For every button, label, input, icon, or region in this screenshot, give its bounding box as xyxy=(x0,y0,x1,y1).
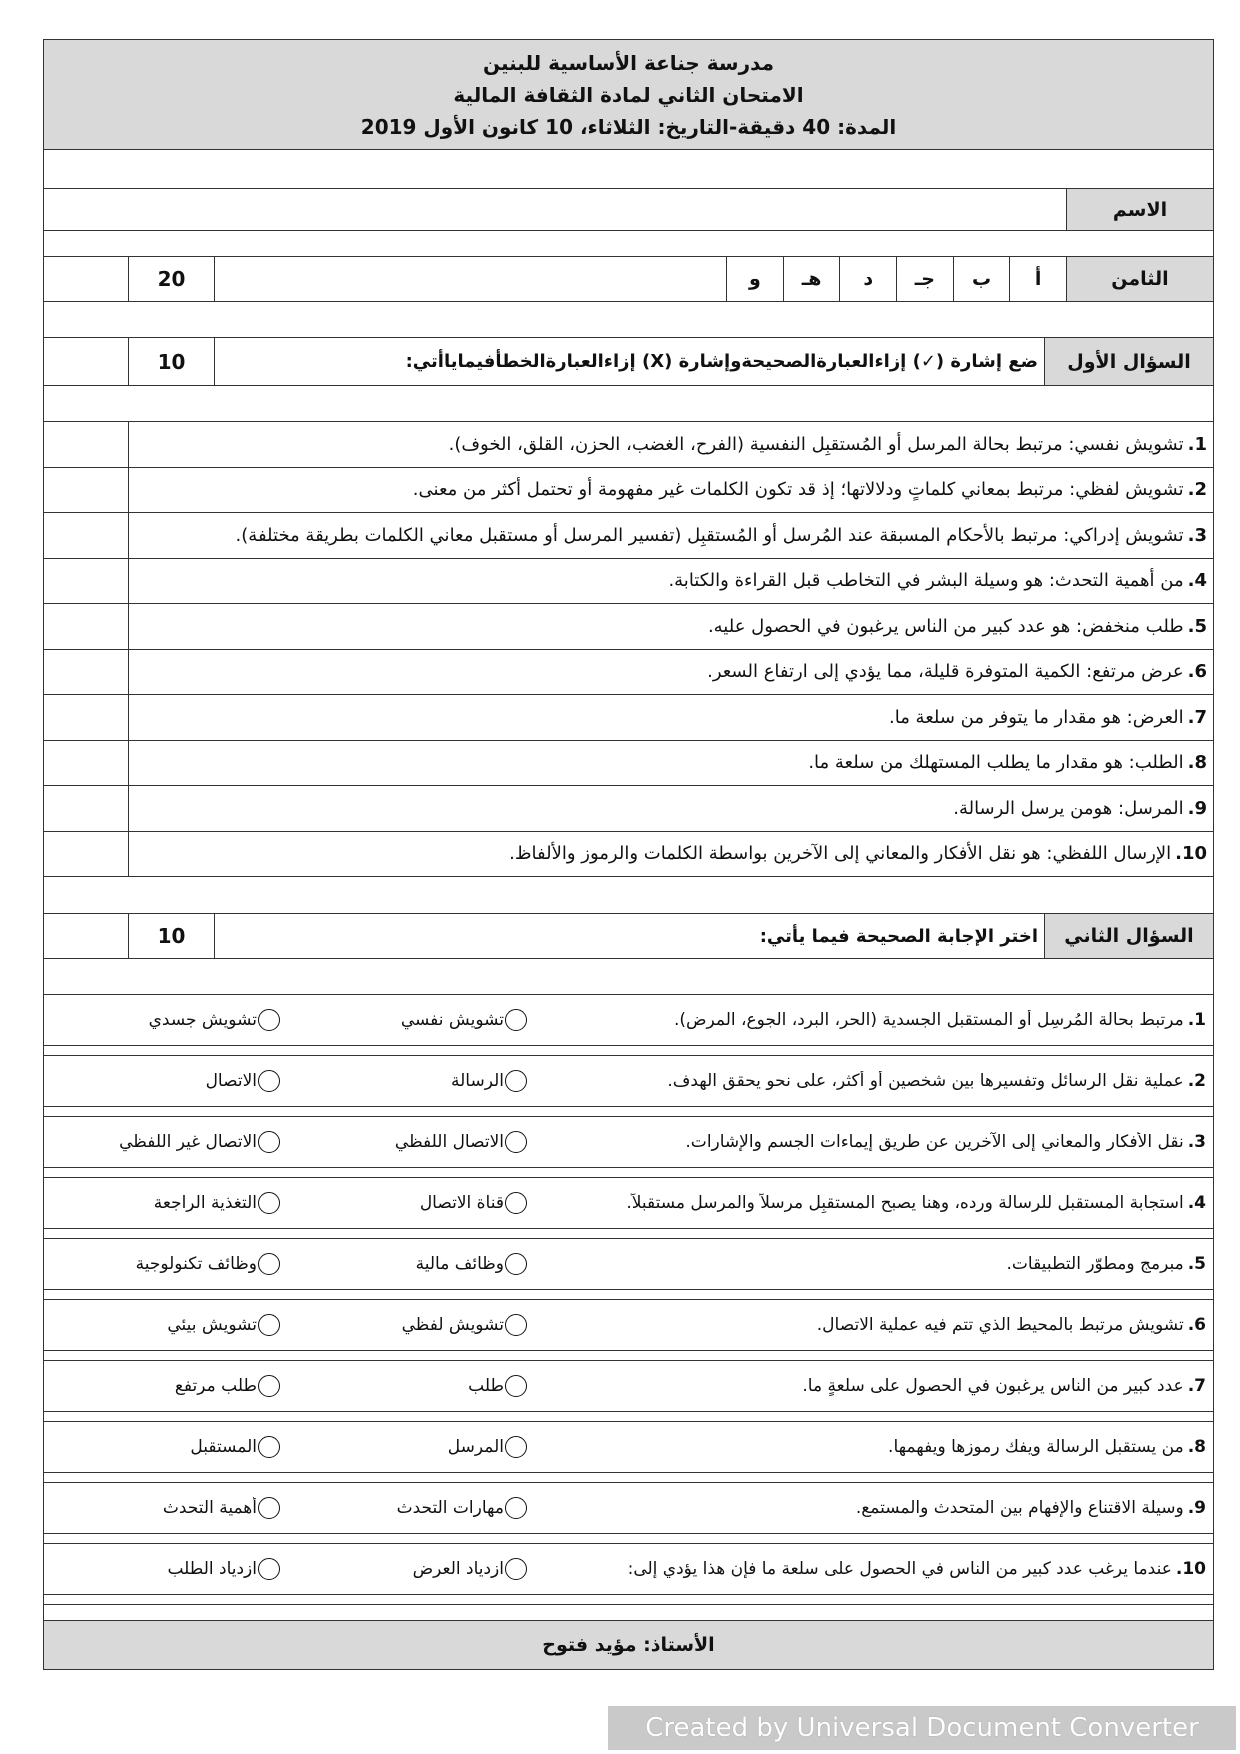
q2-question xyxy=(539,1254,1213,1274)
q2-item-row xyxy=(44,1544,1213,1605)
q1-item-row xyxy=(44,513,1213,559)
q1-item-content xyxy=(128,695,1213,740)
q1-item-row xyxy=(44,468,1213,514)
q1-item-text: الإرسال اللفظي: هو نقل الأفكار والمعاني إلى الآخرين بواسطة الكلمات والرموز والألفاظ. xyxy=(509,843,1172,865)
radio-circle-icon[interactable] xyxy=(258,1558,280,1580)
empty-row xyxy=(44,959,1213,995)
class-label: الثامن xyxy=(1066,257,1213,301)
q2-item-body xyxy=(44,1300,1213,1351)
q1-item-row xyxy=(44,832,1213,878)
q2-item-row xyxy=(44,1300,1213,1361)
q1-item-text: تشويش لفظي: مرتبط بمعاني كلماتٍ ودلالاتها؛ إذ قد تكون الكلمات غير مفهومة أو تحتمل أكثر من معنى. xyxy=(412,479,1184,501)
name-field[interactable] xyxy=(44,189,1066,230)
q1-item-number: 1. xyxy=(1187,433,1207,455)
question2-score: 10 xyxy=(128,914,214,958)
q1-item-content xyxy=(128,786,1213,831)
question2-header xyxy=(44,914,1213,959)
exam-title: الامتحان الثاني لمادة الثقافة المالية xyxy=(453,82,804,107)
radio-circle-icon[interactable] xyxy=(505,1009,527,1031)
q1-answer-box[interactable] xyxy=(44,513,128,558)
q2-item-number: 4. xyxy=(1187,1193,1206,1213)
q2-option-b[interactable] xyxy=(44,1497,289,1519)
q2-option-label: ازدياد الطلب xyxy=(167,1559,257,1579)
name-label: الاسم xyxy=(1066,189,1213,230)
row-spacer xyxy=(44,1473,1213,1482)
empty-row xyxy=(44,877,1213,914)
q1-item-content xyxy=(128,468,1213,513)
q1-answer-box[interactable] xyxy=(44,832,128,877)
q1-answer-box[interactable] xyxy=(44,422,128,467)
radio-circle-icon[interactable] xyxy=(258,1375,280,1397)
row-spacer xyxy=(44,1290,1213,1299)
radio-circle-icon[interactable] xyxy=(258,1070,280,1092)
section-option[interactable]: أ xyxy=(1009,257,1066,301)
radio-circle-icon[interactable] xyxy=(258,1253,280,1275)
q1-item-row xyxy=(44,741,1213,787)
q1-item-number: 4. xyxy=(1187,570,1207,592)
q2-item-text: استجابة المستقبل للرسالة ورده، وهنا يصبح المستقبِل مرسلاً والمرسل مستقبلاً. xyxy=(626,1193,1184,1213)
q1-item-number: 7. xyxy=(1187,706,1207,728)
q1-item-text: الطلب: هو مقدار ما يطلب المستهلك من سلعة ما. xyxy=(808,752,1184,774)
q2-option-label: قناة الاتصال xyxy=(419,1193,504,1213)
q2-option-a[interactable] xyxy=(289,1436,539,1458)
q2-option-label: تشويش لفظي xyxy=(401,1315,504,1335)
q2-option-label: طلب مرتفع xyxy=(174,1376,257,1396)
radio-circle-icon[interactable] xyxy=(505,1497,527,1519)
q2-option-label: الاتصال غير اللفظي xyxy=(119,1132,257,1152)
q2-option-a[interactable] xyxy=(289,1131,539,1153)
radio-circle-icon[interactable] xyxy=(258,1314,280,1336)
school-name: مدرسة جناعة الأساسية للبنين xyxy=(482,50,775,75)
q2-option-b[interactable] xyxy=(44,1253,289,1275)
q2-item-body xyxy=(44,1239,1213,1290)
radio-circle-icon[interactable] xyxy=(505,1375,527,1397)
q1-item-text: من أهمية التحدث: هو وسيلة البشر في التخاطب قبل القراءة والكتابة. xyxy=(668,570,1184,592)
q2-item-text: نقل الأفكار والمعاني إلى الآخرين عن طريق إيماءات الجسم والإشارات. xyxy=(685,1132,1184,1152)
radio-circle-icon[interactable] xyxy=(505,1253,527,1275)
q2-question xyxy=(539,1315,1213,1335)
q1-answer-box[interactable] xyxy=(44,604,128,649)
q1-item-content xyxy=(128,832,1213,877)
q2-option-b[interactable] xyxy=(44,1009,289,1031)
radio-circle-icon[interactable] xyxy=(258,1192,280,1214)
q2-item-number: 10. xyxy=(1175,1559,1206,1579)
q1-item-number: 3. xyxy=(1187,524,1207,546)
row-spacer xyxy=(44,1107,1213,1116)
q1-item-number: 8. xyxy=(1187,752,1207,774)
q2-item-text: عملية نقل الرسائل وتفسيرها بين شخصين أو أكثر، على نحو يحقق الهدف. xyxy=(667,1071,1184,1091)
q1-item-row xyxy=(44,604,1213,650)
q2-option-b[interactable] xyxy=(44,1192,289,1214)
row-spacer xyxy=(44,1351,1213,1360)
q1-item-number: 2. xyxy=(1187,479,1207,501)
q1-answer-box[interactable] xyxy=(44,559,128,604)
q2-option-label: مهارات التحدث xyxy=(396,1498,504,1518)
q2-item-text: عندما يرغب عدد كبير من الناس في الحصول على سلعة ما فإن هذا يؤدي إلى: xyxy=(627,1559,1172,1579)
q2-item-text: مبرمج ومطوّر التطبيقات. xyxy=(1006,1254,1184,1274)
q2-option-label: ازدياد العرض xyxy=(412,1559,504,1579)
q2-item-number: 8. xyxy=(1187,1437,1206,1457)
q2-option-label: المستقبل xyxy=(190,1437,257,1457)
q2-item-body xyxy=(44,995,1213,1046)
q1-answer-box[interactable] xyxy=(44,741,128,786)
blank-cell xyxy=(214,257,726,301)
exam-header xyxy=(44,40,1213,150)
q2-item-text: تشويش مرتبط بالمحيط الذي تتم فيه عملية الاتصال. xyxy=(816,1315,1184,1335)
q2-question xyxy=(539,1559,1213,1579)
empty-row xyxy=(44,302,1213,338)
radio-circle-icon[interactable] xyxy=(258,1436,280,1458)
radio-circle-icon[interactable] xyxy=(505,1192,527,1214)
q2-option-b[interactable] xyxy=(44,1314,289,1336)
row-spacer xyxy=(44,1412,1213,1421)
q2-item-body xyxy=(44,1178,1213,1229)
q2-option-label: وظائف مالية xyxy=(415,1254,504,1274)
q1-item-content xyxy=(128,559,1213,604)
row-spacer xyxy=(44,1534,1213,1543)
q2-option-b[interactable] xyxy=(44,1558,289,1580)
q2-item-text: مرتبط بحالة المُرسِل أو المستقبل الجسدية (الحر، البرد، الجوع، المرض). xyxy=(673,1010,1184,1030)
section-option[interactable]: هـ xyxy=(783,257,840,301)
q1-item-content xyxy=(128,513,1213,558)
q2-item-number: 9. xyxy=(1187,1498,1206,1518)
radio-circle-icon[interactable] xyxy=(505,1070,527,1092)
q2-question xyxy=(539,1132,1213,1152)
total-score-box[interactable] xyxy=(44,257,128,301)
q2-option-label: وظائف تكنولوجية xyxy=(135,1254,257,1274)
q2-item-row xyxy=(44,1239,1213,1300)
q2-item-number: 5. xyxy=(1187,1254,1206,1274)
q1-item-text: عرض مرتفع: الكمية المتوفرة قليلة، مما يؤدي إلى ارتفاع السعر. xyxy=(707,661,1184,683)
q1-item-text: تشويش نفسي: مرتبط بحالة المرسل أو المُستقبِل النفسية (الفرح، الغضب، الحزن، القلق، الخوف). xyxy=(448,433,1184,455)
q2-question xyxy=(539,1376,1213,1396)
q2-option-a[interactable] xyxy=(289,1192,539,1214)
exam-sheet xyxy=(43,39,1214,1670)
radio-circle-icon[interactable] xyxy=(258,1131,280,1153)
q2-option-label: الاتصال xyxy=(205,1071,257,1091)
q1-item-number: 6. xyxy=(1187,661,1207,683)
q2-option-label: التغذية الراجعة xyxy=(153,1193,257,1213)
q2-item-text: وسيلة الاقتناع والإفهام بين المتحدث والمستمع. xyxy=(855,1498,1184,1518)
q2-item-body xyxy=(44,1422,1213,1473)
q2-item-number: 2. xyxy=(1187,1071,1206,1091)
radio-circle-icon[interactable] xyxy=(505,1314,527,1336)
radio-circle-icon[interactable] xyxy=(258,1497,280,1519)
question1-label: السؤال الأول xyxy=(1044,338,1213,385)
section-option[interactable]: د xyxy=(839,257,896,301)
total-score: 20 xyxy=(128,257,214,301)
q1-item-row xyxy=(44,695,1213,741)
q2-option-label: تشويش جسدي xyxy=(148,1010,257,1030)
section-option[interactable]: و xyxy=(726,257,783,301)
q1-item-number: 5. xyxy=(1187,615,1207,637)
q2-item-row xyxy=(44,1117,1213,1178)
question2-instruction: اختر الإجابة الصحيحة فيما يأتي: xyxy=(214,914,1044,958)
q1-item-content xyxy=(128,650,1213,695)
q2-item-number: 3. xyxy=(1187,1132,1206,1152)
q2-question xyxy=(539,1010,1213,1030)
section-option[interactable]: ب xyxy=(953,257,1010,301)
q2-item-row xyxy=(44,1178,1213,1239)
q2-question xyxy=(539,1437,1213,1457)
q2-option-a[interactable] xyxy=(289,1375,539,1397)
section-option[interactable]: جـ xyxy=(896,257,953,301)
class-row xyxy=(44,257,1213,302)
question1-header xyxy=(44,338,1213,386)
q2-item-number: 6. xyxy=(1187,1315,1206,1335)
q2-item-row xyxy=(44,1056,1213,1117)
q1-item-row xyxy=(44,559,1213,605)
q1-answer-box[interactable] xyxy=(44,468,128,513)
q2-question xyxy=(539,1498,1213,1518)
question1-score-box[interactable] xyxy=(44,338,128,385)
q2-item-row xyxy=(44,995,1213,1056)
q2-item-body xyxy=(44,1117,1213,1168)
q2-option-label: الاتصال اللفظي xyxy=(394,1132,504,1152)
q2-option-a[interactable] xyxy=(289,1009,539,1031)
name-row xyxy=(44,189,1213,231)
q1-item-row xyxy=(44,422,1213,468)
q1-item-number: 10. xyxy=(1175,843,1207,865)
q2-item-number: 7. xyxy=(1187,1376,1206,1396)
q1-item-row xyxy=(44,650,1213,696)
q2-option-a[interactable] xyxy=(289,1070,539,1092)
q2-option-b[interactable] xyxy=(44,1070,289,1092)
question1-score: 10 xyxy=(128,338,214,385)
q1-item-row xyxy=(44,786,1213,832)
q2-option-label: طلب xyxy=(468,1376,504,1396)
q1-item-text: طلب منخفض: هو عدد كبير من الناس يرغبون في الحصول عليه. xyxy=(707,615,1184,637)
radio-circle-icon[interactable] xyxy=(258,1009,280,1031)
question2-label: السؤال الثاني xyxy=(1044,914,1213,958)
q2-item-body xyxy=(44,1483,1213,1534)
q2-item-text: من يستقبل الرسالة ويفك رموزها ويفهمها. xyxy=(888,1437,1184,1457)
question1-instruction: ضع إشارة (✓) إزاءالعبارةالصحيحةوإشارة (X) إزاءالعبارةالخطأفيماياأتي: xyxy=(214,338,1044,385)
empty-row xyxy=(44,231,1213,257)
q2-option-label: تشويش نفسي xyxy=(400,1010,504,1030)
q1-item-content xyxy=(128,741,1213,786)
q1-item-content xyxy=(128,422,1213,467)
question2-score-box[interactable] xyxy=(44,914,128,958)
q2-item-row xyxy=(44,1361,1213,1422)
q2-item-body xyxy=(44,1544,1213,1595)
radio-circle-icon[interactable] xyxy=(505,1436,527,1458)
row-spacer xyxy=(44,1595,1213,1604)
empty-row xyxy=(44,386,1213,422)
q2-option-a[interactable] xyxy=(289,1253,539,1275)
q1-answer-box[interactable] xyxy=(44,786,128,831)
empty-row xyxy=(44,1605,1213,1621)
q2-option-label: أهمية التحدث xyxy=(162,1498,257,1518)
q1-item-text: المرسل: هومن يرسل الرسالة. xyxy=(953,797,1184,819)
q1-answer-box[interactable] xyxy=(44,695,128,740)
teacher-name: الأستاذ: مؤيد فتوح xyxy=(542,1634,715,1656)
q1-item-number: 9. xyxy=(1187,797,1207,819)
q2-option-b[interactable] xyxy=(44,1375,289,1397)
q1-item-text: تشويش إدراكي: مرتبط بالأحكام المسبقة عند المُرسل أو المُستقبِل (تفسير المرسل أو مستقبل معاني الكلمات بطريقة مختلفة). xyxy=(235,524,1184,546)
exam-meta: المدة: 40 دقيقة-التاريخ: الثلاثاء، 10 كانون الأول 2019 xyxy=(360,114,897,139)
q1-item-content xyxy=(128,604,1213,649)
row-spacer xyxy=(44,1229,1213,1238)
q2-item-number: 1. xyxy=(1187,1010,1206,1030)
footer-row xyxy=(44,1621,1213,1669)
q2-item-text: عدد كبير من الناس يرغبون في الحصول على سلعةٍ ما. xyxy=(802,1376,1184,1396)
q2-question xyxy=(539,1193,1213,1213)
q2-item-body xyxy=(44,1361,1213,1412)
q2-option-label: المرسل xyxy=(447,1437,504,1457)
q2-option-b[interactable] xyxy=(44,1131,289,1153)
q2-option-a[interactable] xyxy=(289,1497,539,1519)
q2-item-row xyxy=(44,1483,1213,1544)
q2-option-label: تشويش بيئي xyxy=(167,1315,257,1335)
q1-item-text: العرض: هو مقدار ما يتوفر من سلعة ما. xyxy=(888,706,1184,728)
q1-answer-box[interactable] xyxy=(44,650,128,695)
row-spacer xyxy=(44,1046,1213,1055)
q2-option-b[interactable] xyxy=(44,1436,289,1458)
q2-option-label: الرسالة xyxy=(450,1071,504,1091)
converter-watermark: Created by Universal Document Converter xyxy=(608,1706,1236,1750)
q2-option-a[interactable] xyxy=(289,1314,539,1336)
row-spacer xyxy=(44,1168,1213,1177)
q2-item-row xyxy=(44,1422,1213,1483)
radio-circle-icon[interactable] xyxy=(505,1131,527,1153)
empty-row xyxy=(44,150,1213,189)
q2-option-a[interactable] xyxy=(289,1558,539,1580)
q2-item-body xyxy=(44,1056,1213,1107)
radio-circle-icon[interactable] xyxy=(505,1558,527,1580)
q2-question xyxy=(539,1071,1213,1091)
